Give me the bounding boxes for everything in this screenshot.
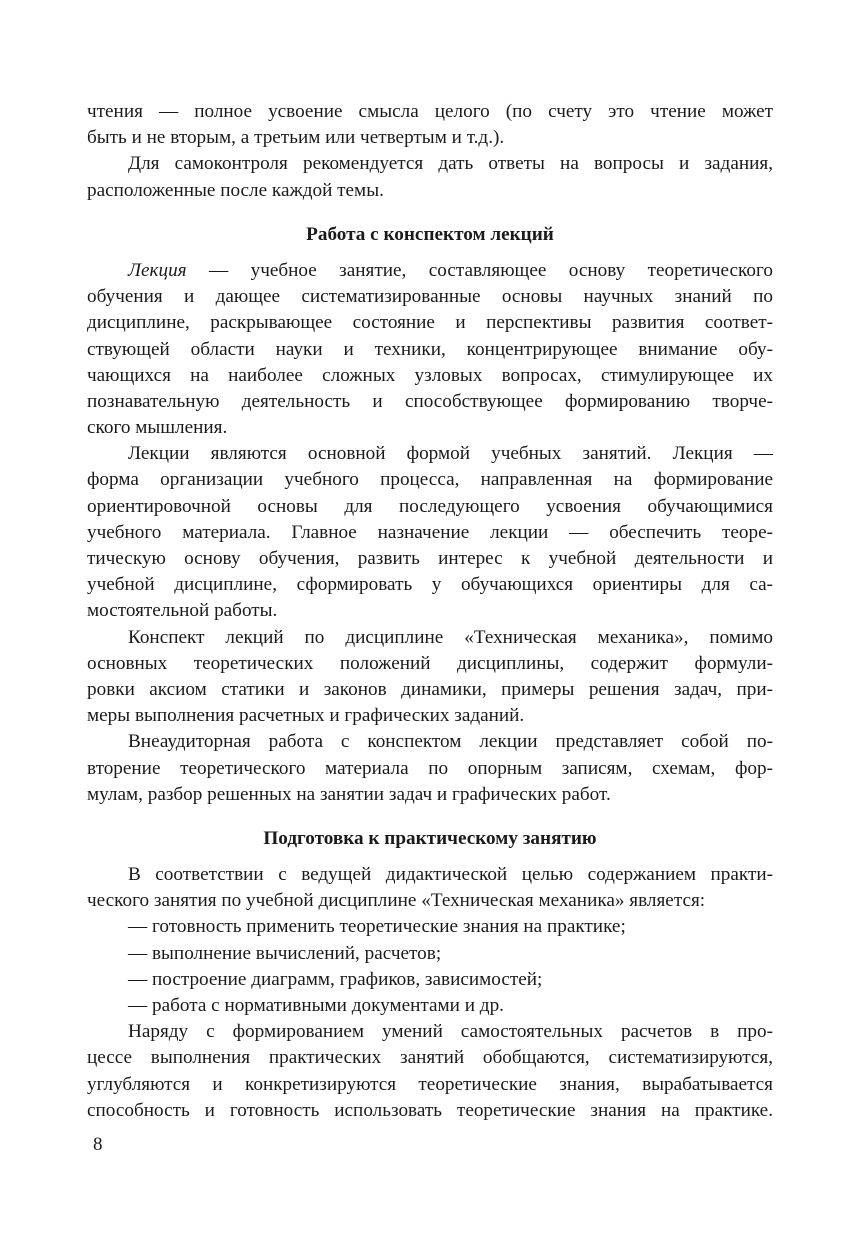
paragraph (87, 862, 773, 914)
list-item: — построение диаграмм, графиков, зависимостей; (128, 968, 543, 990)
paragraph (87, 1019, 773, 1124)
page-number: 8 (93, 1134, 103, 1155)
text-line: быть и не вторым, а третьим или четвертым и т.д.). (87, 127, 505, 149)
text-line: ствующей области науки и техники, концентрирующее внимание обу- (87, 338, 773, 360)
text-line: меры выполнения расчетных и графических заданий. (87, 705, 525, 727)
text-line: Наряду с формированием умений самостоятельных расчетов в про- (128, 1021, 773, 1043)
section-heading: Подготовка к практическому занятию (263, 827, 597, 849)
text-line: обучения и дающее систематизированные основы научных знаний по (87, 286, 773, 308)
text-line: расположенные после каждой темы. (87, 179, 384, 201)
text-line: форма организации учебного процесса, направленная на формирование (87, 469, 773, 491)
paragraph (87, 441, 773, 624)
text-line: способность и готовность использовать теоретические знания на практике. (87, 1099, 773, 1121)
text-line: чтения — полное усвоение смысла целого (по счету это чтение может (87, 101, 773, 122)
text-line: Для самоконтроля рекомендуется дать ответы на вопросы и задания, (128, 153, 773, 175)
text-line: вторение теоретического материала по опорным записям, схемам, фор- (87, 757, 773, 779)
italic-term: Лекция (128, 259, 187, 281)
section-heading: Работа с конспектом лекций (306, 223, 554, 245)
text-line: ориентировочной основы для последующего усвоения обучающимися (87, 495, 773, 517)
text-line: учебного материала. Главное назначение лекции — обеспечить теоре- (87, 521, 773, 543)
list-item: — готовность применить теоретические знания на практике; (128, 916, 626, 938)
text-span: — учебное занятие, составляющее основу теоретического (186, 259, 773, 281)
text-line: тическую основу обучения, развить интерес к учебной деятельности и (87, 548, 773, 569)
text-line: мостоятельной работы. (87, 600, 278, 622)
paragraph (87, 99, 773, 151)
text-line: Внеаудиторная работа с конспектом лекции представляет собой по- (128, 731, 773, 753)
text-line: основных теоретических положений дисциплины, содержит формули- (87, 652, 773, 674)
text-line: Конспект лекций по дисциплине «Техническая механика», помимо (128, 626, 773, 648)
paragraph (87, 729, 773, 808)
text-line: углубляются и конкретизируются теоретические знания, вырабатывается (87, 1073, 773, 1095)
text-line: учебной дисциплине, сформировать у обучающихся ориентиры для са- (87, 574, 773, 596)
paragraph (87, 258, 773, 441)
list-item: — работа с нормативными документами и др. (128, 995, 504, 1016)
text-line: ровки аксиом статики и законов динамики, примеры решения задач, при- (87, 678, 773, 700)
text-line: цессе выполнения практических занятий обобщаются, систематизируются, (87, 1047, 773, 1069)
text-line: чающихся на наиболее сложных узловых вопросах, стимулирующее их (87, 364, 773, 386)
paragraph (87, 151, 773, 203)
text-line: мулам, разбор решенных на занятии задач и графических работ. (87, 783, 611, 805)
paragraph (87, 625, 773, 730)
list-item: — выполнение вычислений, расчетов; (128, 942, 442, 964)
page-body (87, 99, 773, 1124)
text-line: ческого занятия по учебной дисциплине «Техническая механика» является: (87, 890, 706, 912)
text-line (87, 258, 773, 284)
text-line: познавательную деятельность и способствующее формированию творче- (87, 390, 773, 412)
text-line: В соответствии с ведущей дидактической целью содержанием практи- (128, 864, 773, 886)
text-line: дисциплине, раскрывающее состояние и перспективы развития соответ- (87, 312, 773, 334)
text-line: ского мышления. (87, 417, 228, 439)
text-line: Лекции являются основной формой учебных занятий. Лекция — (128, 443, 773, 465)
